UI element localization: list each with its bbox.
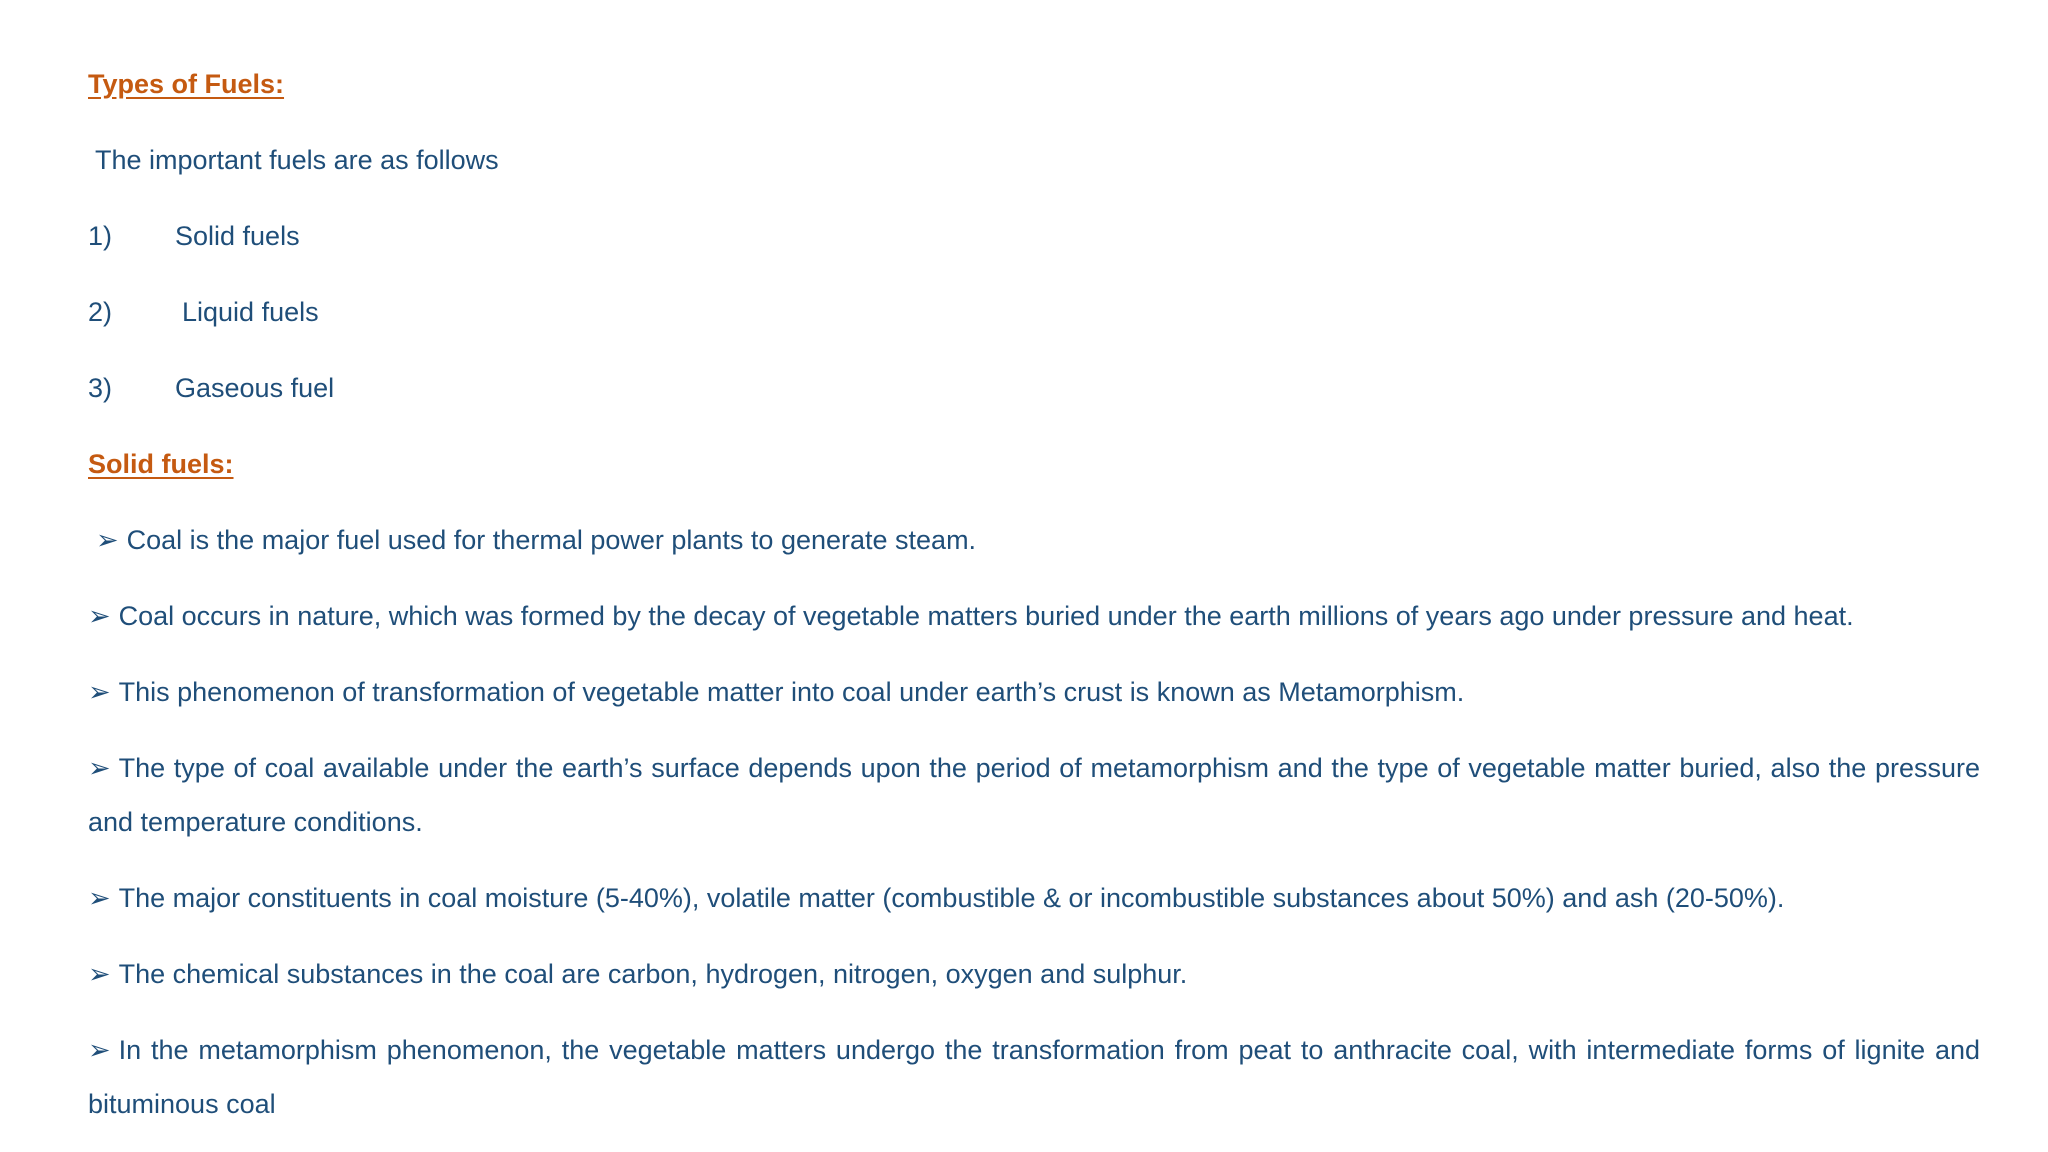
arrow-bullet-icon: ➢ — [88, 959, 111, 989]
bullet-text: The chemical substances in the coal are carbon, hydrogen, nitrogen, oxygen and sulphur. — [118, 959, 1188, 989]
bullet-text: The major constituents in coal moisture (5-40%), volatile matter (combustible & or incombustible substances about 50%) and ash (20-50%). — [118, 883, 1785, 913]
bullet-paragraph — [88, 741, 1980, 849]
list-number: 3) — [88, 373, 113, 403]
arrow-bullet-icon: ➢ — [88, 883, 111, 913]
list-label: Liquid fuels — [182, 297, 319, 327]
list-number: 1) — [88, 221, 113, 251]
solid-fuels-heading: Solid fuels: — [88, 449, 234, 479]
bullet-paragraph — [88, 871, 1980, 925]
fuel-list-item-2 — [88, 294, 1980, 330]
arrow-bullet-icon: ➢ — [88, 677, 111, 707]
arrow-bullet-icon: ➢ — [88, 753, 111, 783]
types-of-fuels-heading: Types of Fuels: — [88, 69, 285, 99]
bullet-paragraph — [88, 589, 1980, 643]
bullet-text: The type of coal available under the earth’s surface depends upon the period of metamorphism and the type of vegetable matter buried, also the pressure and temperature conditions. — [88, 753, 1980, 837]
list-label: Solid fuels — [175, 221, 300, 251]
fuel-list-item-1 — [88, 218, 1980, 254]
bullet-text: Coal is the major fuel used for thermal power plants to generate steam. — [126, 525, 977, 555]
fuel-list-item-3 — [88, 370, 1980, 406]
intro-text: The important fuels are as follows — [95, 145, 499, 175]
bullet-text: This phenomenon of transformation of vegetable matter into coal under earth’s crust is known as Metamorphism. — [118, 677, 1465, 707]
list-number: 2) — [88, 297, 113, 327]
bullet-text: In the metamorphism phenomenon, the vegetable matters undergo the transformation from peat to anthracite coal, with intermediate forms of lignite and bituminous coal — [88, 1035, 1980, 1119]
list-label: Gaseous fuel — [175, 373, 335, 403]
arrow-bullet-icon: ➢ — [96, 525, 119, 555]
arrow-bullet-icon: ➢ — [88, 1035, 111, 1065]
bullet-paragraph — [88, 1023, 1980, 1131]
arrow-bullet-icon: ➢ — [88, 601, 111, 631]
bullet-paragraph — [96, 513, 1980, 567]
bullet-paragraph — [88, 947, 1980, 1001]
bullet-paragraph — [88, 665, 1980, 719]
bullet-text: Coal occurs in nature, which was formed by the decay of vegetable matters buried under the earth millions of years ago under pressure and heat. — [118, 601, 1854, 631]
